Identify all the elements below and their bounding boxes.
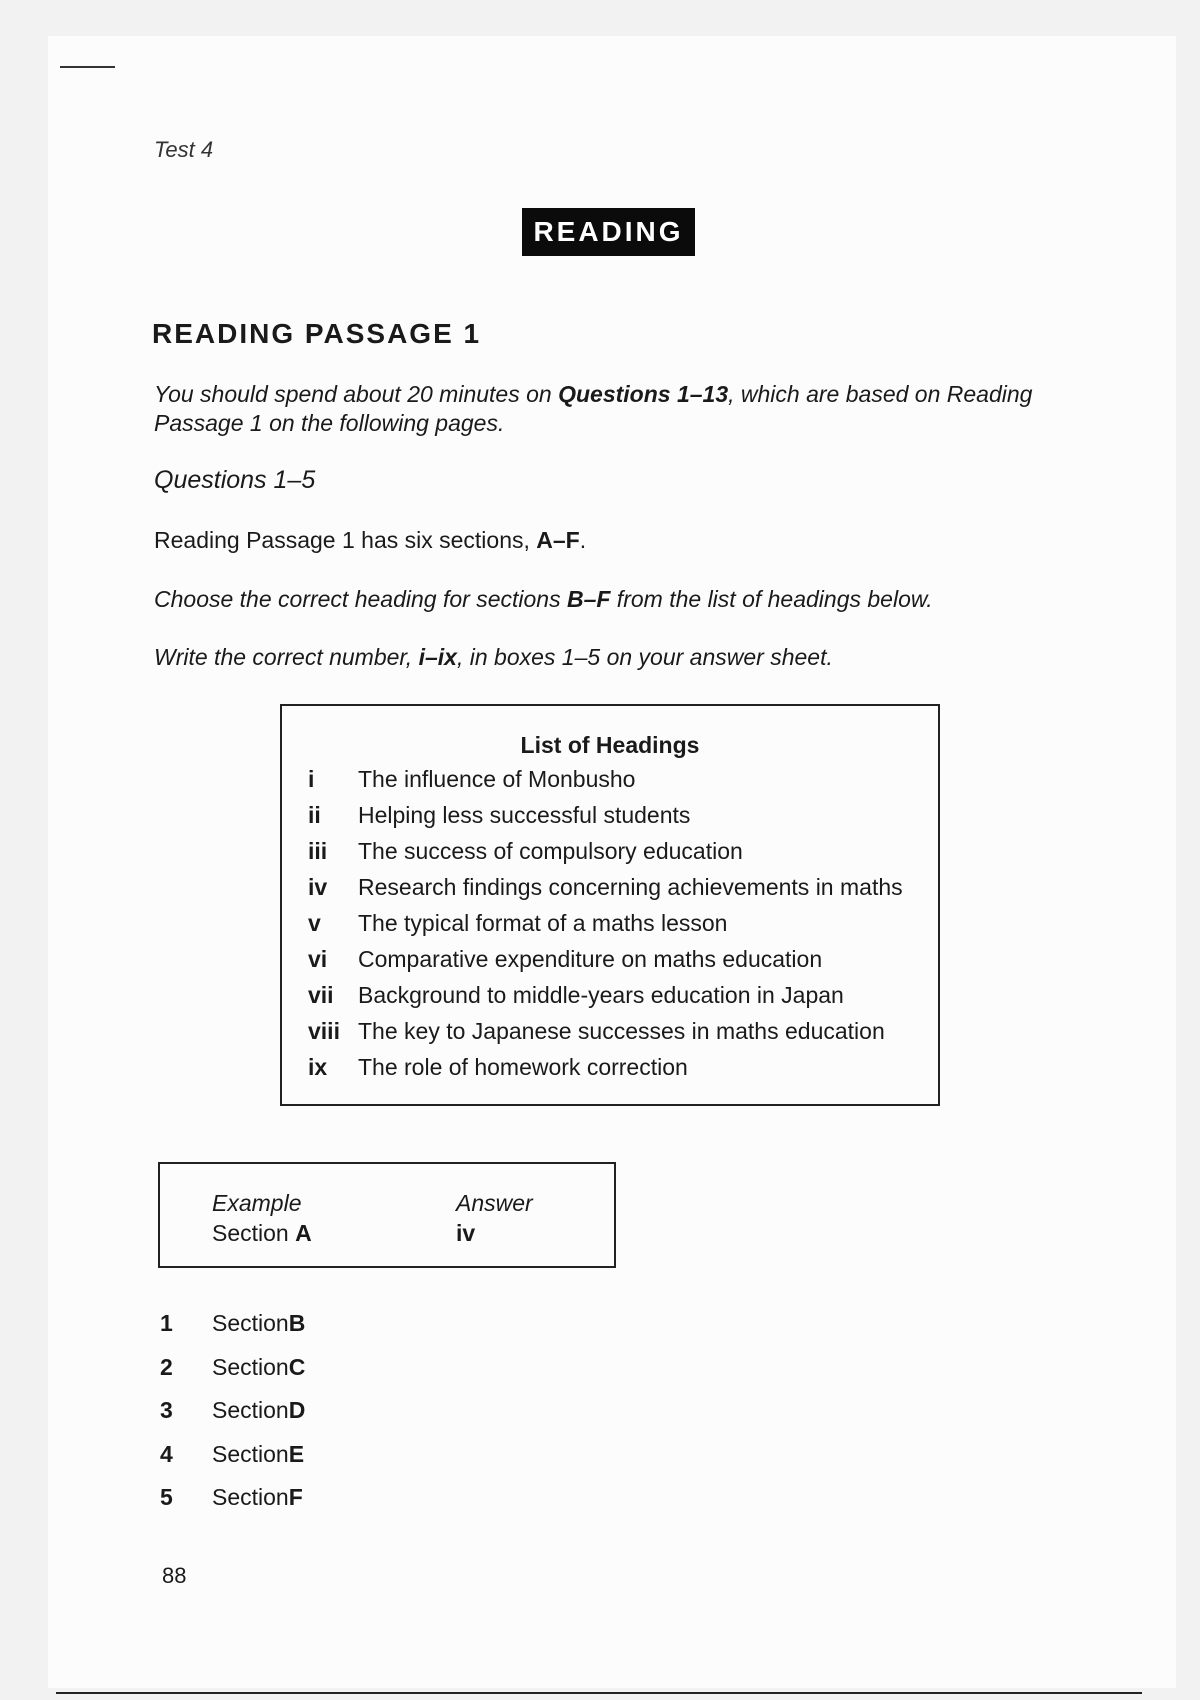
- question-letter: D: [288, 1397, 306, 1423]
- instructions-text-1: You should spend about 20 minutes on: [154, 381, 559, 407]
- heading-item: [308, 910, 727, 946]
- heading-number: viii: [308, 1018, 340, 1044]
- question-item: [160, 1484, 303, 1511]
- choose-bold: B–F: [566, 586, 611, 612]
- heading-text: Comparative expenditure on maths education: [358, 946, 823, 972]
- intro-end: .: [579, 527, 587, 553]
- choose-instruction: [154, 586, 933, 613]
- example-section-text: Section: [212, 1220, 296, 1246]
- write-bold: i–ix: [418, 644, 457, 670]
- intro-bold: A–F: [536, 527, 580, 553]
- question-text: Section: [212, 1354, 289, 1380]
- write-end: , in boxes 1–5 on your answer sheet.: [456, 644, 833, 670]
- instructions-text-2: , which are based on Reading Passage 1 on the following pages.: [154, 381, 1033, 436]
- question-text: Section: [212, 1397, 289, 1423]
- question-letter: B: [288, 1310, 306, 1336]
- question-number: 5: [160, 1484, 173, 1510]
- time-instructions: [154, 380, 1054, 438]
- write-instruction: [154, 644, 833, 671]
- heading-item: [308, 1018, 885, 1054]
- heading-number: v: [308, 910, 321, 936]
- heading-item: [308, 838, 743, 874]
- question-letter: E: [288, 1441, 305, 1467]
- example-box: [158, 1162, 616, 1268]
- answer-value: iv: [456, 1220, 476, 1246]
- question-item: [160, 1310, 305, 1337]
- heading-text: The key to Japanese successes in maths education: [358, 1018, 885, 1044]
- heading-text: Helping less successful students: [358, 802, 691, 828]
- heading-text: Research findings concerning achievements in maths: [358, 874, 903, 900]
- heading-text: The success of compulsory education: [358, 838, 743, 864]
- question-number: 4: [160, 1441, 173, 1467]
- question-number: 3: [160, 1397, 173, 1423]
- choose-end: from the list of headings below.: [610, 586, 933, 612]
- question-letter: F: [288, 1484, 303, 1510]
- heading-number: vi: [308, 946, 328, 972]
- example-label: Example: [212, 1190, 302, 1216]
- write-text: Write the correct number,: [154, 644, 419, 670]
- instructions-questions: Questions 1–13: [558, 381, 729, 407]
- reading-banner: READING: [522, 208, 695, 256]
- answer-label: Answer: [456, 1190, 533, 1216]
- question-text: Section: [212, 1484, 289, 1510]
- example-section-letter: A: [295, 1220, 312, 1246]
- bottom-rule: [56, 1692, 1142, 1694]
- top-rule: [60, 66, 115, 68]
- heading-number: iii: [308, 838, 328, 864]
- intro-line: [154, 527, 586, 554]
- heading-item: [308, 1054, 688, 1090]
- heading-number: ix: [308, 1054, 328, 1080]
- heading-text: The influence of Monbusho: [358, 766, 636, 792]
- heading-number: vii: [308, 982, 334, 1008]
- question-text: Section: [212, 1310, 289, 1336]
- headings-box: [280, 704, 940, 1106]
- question-item: [160, 1397, 305, 1424]
- question-item: [160, 1441, 304, 1468]
- heading-item: [308, 946, 822, 982]
- headings-title: List of Headings: [520, 732, 700, 758]
- passage-title: READING PASSAGE 1: [152, 318, 482, 349]
- question-number: 1: [160, 1310, 173, 1336]
- question-number: 2: [160, 1354, 173, 1380]
- choose-text: Choose the correct heading for sections: [154, 586, 567, 612]
- test-label: Test 4: [154, 137, 214, 162]
- heading-number: ii: [308, 802, 321, 828]
- intro-text: Reading Passage 1 has six sections,: [154, 527, 537, 553]
- heading-number: iv: [308, 874, 328, 900]
- heading-text: The role of homework correction: [358, 1054, 688, 1080]
- heading-item: [308, 766, 635, 802]
- example-section: [212, 1220, 312, 1247]
- question-letter: C: [288, 1354, 306, 1380]
- heading-item: [308, 802, 690, 838]
- heading-text: The typical format of a maths lesson: [358, 910, 728, 936]
- question-text: Section: [212, 1441, 289, 1467]
- heading-text: Background to middle-years education in Japan: [358, 982, 844, 1008]
- page-number: 88: [162, 1563, 187, 1588]
- question-item: [160, 1354, 305, 1381]
- heading-number: i: [308, 766, 315, 792]
- heading-item: [308, 874, 903, 910]
- questions-range: Questions 1–5: [154, 466, 316, 494]
- heading-item: [308, 982, 844, 1018]
